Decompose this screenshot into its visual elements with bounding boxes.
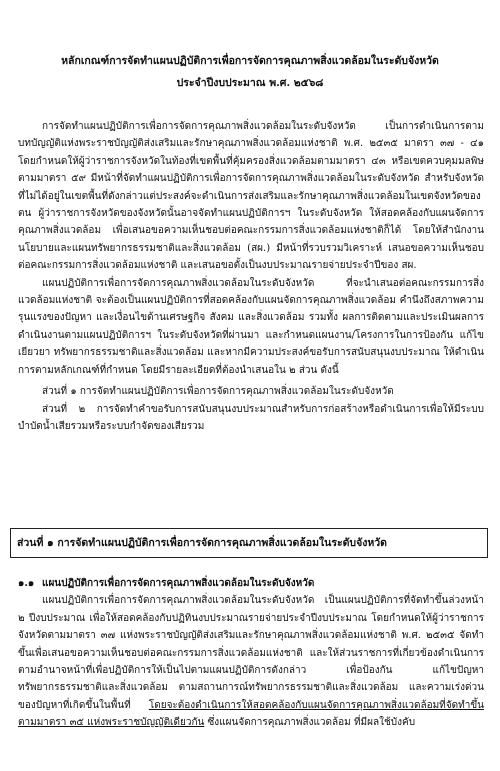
intro-paragraph-2: แผนปฏิบัติการเพื่อการจัดการคุณภาพสิ่งแวดล้อมในระดับจังหวัด ที่จะนำเสนอต่อคณะกรรมการสิ่งแวดล้อมแห่งชาติ จะต้องเป็นแผนปฏิบัติการที่สอดคล้องกับแผนจัดการคุณภาพสิ่งแวดล้อม คำนึงถึงสภาพความรุนแรงของปัญหา และเงื่อนไขด้านเศรษฐกิจ สังคม และสิ่งแวดล้อม รวมทั้ง ผลการติดตามและประเมินผลการดำเนินงานตามแผนปฏิบัติการฯ ในระดับจังหวัดที่ผ่านมา และกำหนดแผนงาน/โครงการในการป้องกัน แก้ไข เยียวยา ทรัพยากรธรรมชาติและสิ่งแวดล้อม และหากมีความประสงค์ขอรับการสนับสนุนงบประมาณ ให้ดำเนินการตามหลักเกณฑ์ที่กำหนด โดยมีรายละเอียดที่ต้องนำเสนอใน ๒ ส่วน ดังนี้ <box>18 277 484 376</box>
part-1-item: ส่วนที่ ๑ การจัดทำแผนปฏิบัติการเพื่อการจัดการคุณภาพสิ่งแวดล้อมในระดับจังหวัด <box>42 386 394 398</box>
title-line-2: ประจำปีงบประมาณ พ.ศ. ๒๕๖๘ <box>176 77 324 89</box>
title-line-1: หลักเกณฑ์การจัดทำแผนปฏิบัติการเพื่อการจัดการคุณภาพสิ่งแวดล้อมในระดับจังหวัด <box>61 55 439 67</box>
section-1-heading-box <box>10 528 488 558</box>
subsection-paragraph <box>18 592 484 731</box>
subsection-title: แผนปฏิบัติการเพื่อการจัดการคุณภาพสิ่งแวดล้อมในระดับจังหวัด <box>42 578 315 589</box>
part-2-item: ส่วนที่ ๒ การจัดทำคำขอรับการสนับสนุนงบประมาณสำหรับการก่อสร้างหรือดำเนินการเพื่อให้มีระบบบำบัดน้ำเสียรวมหรือระบบกำจัดของเสียรวม <box>18 403 484 432</box>
document-title <box>0 50 500 94</box>
section-1-heading: ส่วนที่ ๑ การจัดทำแผนปฏิบัติการเพื่อการจัดการคุณภาพสิ่งแวดล้อมในระดับจังหวัด <box>17 537 387 549</box>
subsection-number: ๑.๑ <box>18 578 35 589</box>
subsection-text: แผนปฏิบัติการเพื่อการจัดการคุณภาพสิ่งแวดล้อมในระดับจังหวัด เป็นแผนปฏิบัติการที่จัดทำขึ้นล่วงหน้า ๒ ปีงบประมาณ เพื่อให้สอดคล้องกับปฏิทินงบประมาณรายจ่ายประจำปีงบประมาณ โดยกำหนดให้ผู้ว่าราชการจังหวัดตามมาตรา ๓๗ แห่งพระราชบัญญัติส่งเสริมและรักษาคุณภาพสิ่งแวดล้อมแห่งชาติ พ.ศ. ๒๕๓๕ จัดทำขึ้นเพื่อเสนอขอความเห็นชอบต่อคณะกรรมการสิ่งแวดล้อมแห่งชาติ และให้ส่วนราชการที่เกี่ยวข้องดำเนินการตามอำนาจหน้าที่เพื่อปฏิบัติการให้เป็นไปตามแผนปฏิบัติการดังกล่าว เพื่อป้องกัน แก้ไขปัญหาทรัพยากรธรรมชาติและสิ่งแวดล้อม ตามสถานการณ์ทรัพยากรธรรมชาติและสิ่งแวดล้อม และความเร่งด่วนของปัญหาที่เกิดขึ้นในพื้นที่ <box>18 595 484 711</box>
intro-section <box>18 118 484 435</box>
subsection-heading <box>18 575 484 592</box>
subsection-text-tail: ซึ่งแผนจัดการคุณภาพสิ่งแวดล้อม ที่มีผลใช้บังคับ <box>204 717 416 729</box>
underlined-text: โดยจะต้องดำเนินการให้สอดคล้องกับแผนจัดการคุณภาพสิ่งแวดล้อมที่จัดทำขึ้นตามมาตรา ๓๕ แห่งพระราชบัญญัติเดียวกัน <box>18 699 484 729</box>
intro-paragraph-1: การจัดทำแผนปฏิบัติการเพื่อการจัดการคุณภาพสิ่งแวดล้อมในระดับจังหวัด เป็นการดำเนินการตามบทบัญญัติแห่งพระราชบัญญัติส่งเสริมและรักษาคุณภาพสิ่งแวดล้อมแห่งชาติ พ.ศ. ๒๕๓๕ มาตรา ๓๗ - ๔๑ โดยกำหนดให้ผู้ว่าราชการจังหวัดในท้องที่เขตพื้นที่คุ้มครองสิ่งแวดล้อมตามมาตรา ๔๓ หรือเขตควบคุมมลพิษตามมาตรา ๕๙ มีหน้าที่จัดทำแผนปฏิบัติการเพื่อการจัดการคุณภาพสิ่งแวดล้อมในระดับจังหวัด สำหรับจังหวัดที่ไม่ได้อยู่ในเขตพื้นที่ดังกล่าวแต่ประสงค์จะดำเนินการส่งเสริมและรักษาคุณภาพสิ่งแวดล้อมในเขตจังหวัดของตน ผู้ว่าราชการจังหวัดของจังหวัดนั้นอาจจัดทำแผนปฏิบัติการฯ ในระดับจังหวัด ให้สอดคล้องกับแผนจัดการคุณภาพสิ่งแวดล้อม เพื่อเสนอขอความเห็นชอบต่อคณะกรรมการสิ่งแวดล้อมแห่งชาติก็ได้ โดยให้สำนักงานนโยบายและแผนทรัพยากรธรรมชาติและสิ่งแวดล้อม (สผ.) มีหน้าที่รวบรวมวิเคราะห์ เสนอขอความเห็นชอบต่อคณะกรรมการสิ่งแวดล้อมแห่งชาติ และเสนอขอตั้งเป็นงบประมาณรายจ่ายประจำปีของ สผ. <box>18 121 484 272</box>
section-1-body <box>18 575 484 732</box>
